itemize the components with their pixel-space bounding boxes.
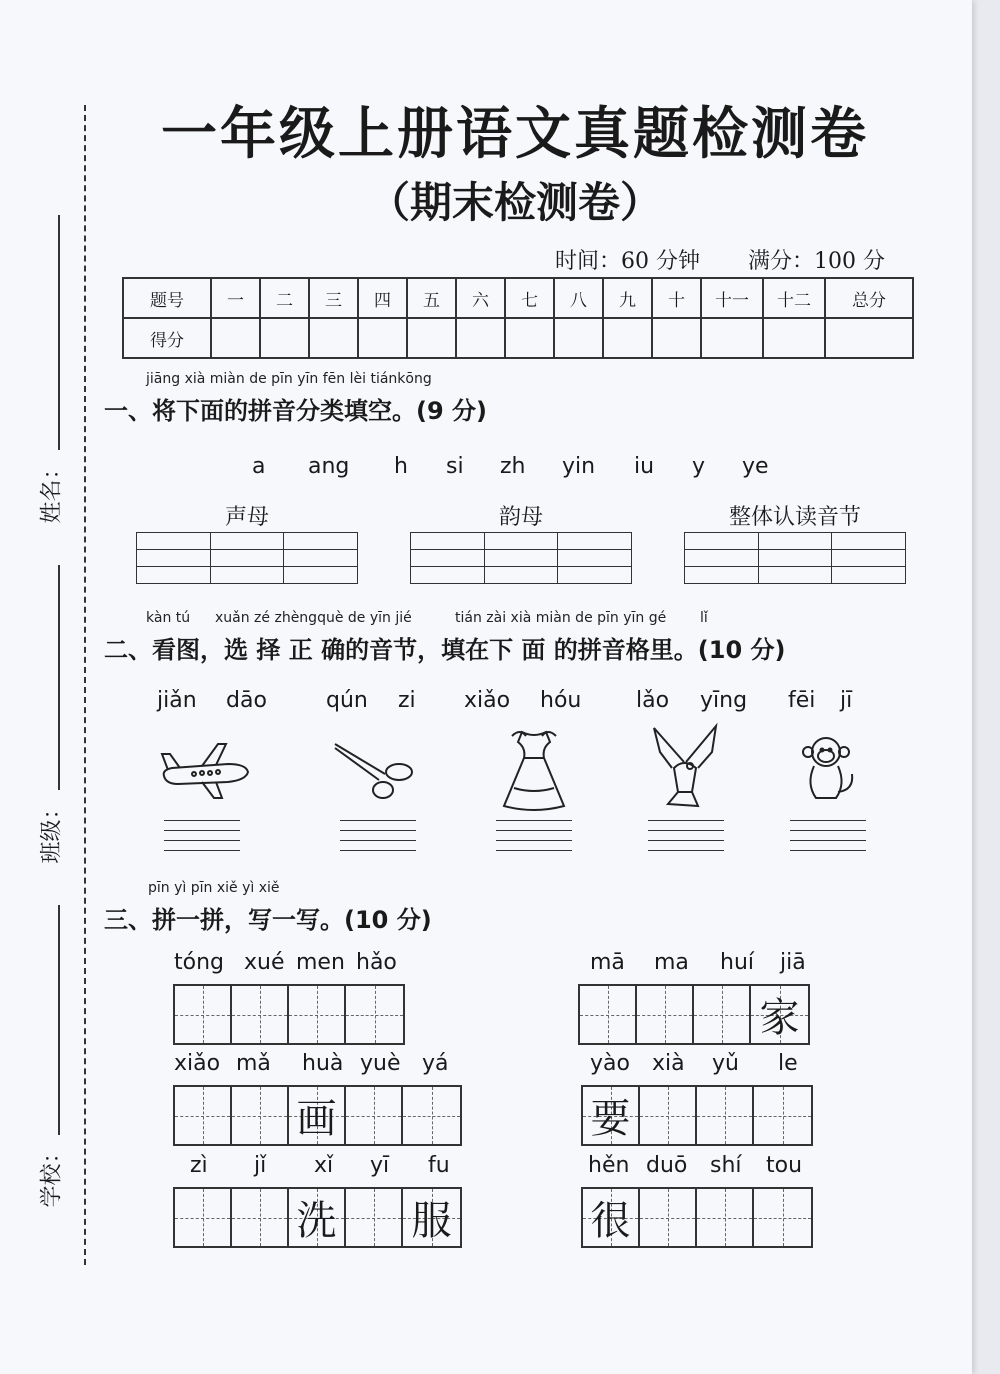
score-cell[interactable]	[407, 318, 456, 358]
q3-syllable: tóng	[174, 950, 224, 975]
airplane-icon	[158, 740, 254, 802]
score-header-cell: 二	[260, 278, 309, 318]
q2-syllable: jiǎn	[157, 688, 197, 713]
full-score: 满分：100 分	[748, 249, 885, 274]
tianzige-cell[interactable]: 画	[289, 1087, 346, 1144]
q3-syllable: yī	[370, 1153, 390, 1178]
pinyin-write-lines[interactable]	[648, 820, 724, 860]
score-value-row	[123, 318, 913, 358]
score-header-cell: 题号	[123, 278, 211, 318]
class-blank-line	[58, 565, 60, 790]
pinyin-write-lines[interactable]	[496, 820, 572, 860]
score-header-cell: 一	[211, 278, 260, 318]
finals-answer-table[interactable]	[410, 532, 632, 584]
tianzige-cell[interactable]	[175, 1189, 232, 1246]
tianzige-cell[interactable]	[754, 1189, 811, 1246]
pinyin-write-lines[interactable]	[790, 820, 866, 860]
tianzige-grid[interactable]	[173, 1187, 462, 1248]
q3-syllable: huà	[302, 1051, 344, 1076]
q2-pinyin-hint: kàn tú	[146, 610, 191, 626]
q2-syllable: xiǎo	[464, 688, 511, 713]
score-header-cell: 十	[652, 278, 701, 318]
tianzige-grid[interactable]	[578, 984, 810, 1045]
page-title: 一年级上册语文真题检测卷	[161, 102, 869, 167]
tianzige-cell[interactable]	[346, 1087, 403, 1144]
q3-syllable: tou	[766, 1153, 803, 1178]
q3-syllable: xiǎo	[174, 1051, 221, 1076]
tianzige-grid[interactable]	[173, 1085, 462, 1146]
tianzige-cell[interactable]	[232, 1087, 289, 1144]
q3-syllable: jiā	[780, 950, 806, 975]
score-cell[interactable]	[260, 318, 309, 358]
tianzige-cell[interactable]	[697, 1189, 754, 1246]
q3-syllable: fu	[428, 1153, 450, 1178]
score-header-cell: 八	[554, 278, 603, 318]
tianzige-cell[interactable]: 很	[583, 1189, 640, 1246]
page-subtitle: （期末检测卷）	[367, 178, 662, 227]
q2-syllable: hóu	[540, 688, 582, 713]
tianzige-cell[interactable]: 洗	[289, 1189, 346, 1246]
tianzige-cell[interactable]	[754, 1087, 811, 1144]
score-cell[interactable]	[701, 318, 763, 358]
tianzige-cell[interactable]	[694, 986, 751, 1043]
q3-syllable: ma	[654, 950, 689, 975]
q3-syllable: mā	[590, 950, 625, 975]
dress-icon	[498, 728, 570, 812]
tianzige-cell[interactable]	[580, 986, 637, 1043]
q3-syllable: duō	[646, 1153, 688, 1178]
tianzige-cell[interactable]	[175, 1087, 232, 1144]
tianzige-cell[interactable]	[289, 986, 346, 1043]
q3-syllable: le	[778, 1051, 798, 1076]
score-table	[122, 277, 914, 359]
class-label: 班级：	[39, 797, 65, 864]
tianzige-cell[interactable]	[640, 1087, 697, 1144]
q1-item: iu	[634, 454, 655, 479]
eagle-icon	[650, 722, 720, 814]
q3-syllable: hǎo	[356, 950, 397, 975]
q3-syllable: men	[296, 950, 345, 975]
score-header-cell: 九	[603, 278, 652, 318]
score-cell[interactable]	[505, 318, 554, 358]
score-cell[interactable]	[309, 318, 358, 358]
q3-heading: 三、拼一拼，写一写。(10 分)	[104, 906, 432, 934]
q3-syllable: yá	[422, 1051, 449, 1076]
score-header-row	[123, 278, 913, 318]
score-cell[interactable]	[652, 318, 701, 358]
initials-answer-table[interactable]	[136, 532, 358, 584]
q3-syllable: jǐ	[254, 1153, 267, 1178]
tianzige-cell[interactable]	[175, 986, 232, 1043]
school-label: 学校：	[39, 1141, 65, 1208]
monkey-icon	[800, 734, 860, 806]
q1-item: ye	[742, 454, 769, 479]
q3-syllable: shí	[710, 1153, 742, 1178]
time-limit: 时间：60 分钟	[555, 249, 700, 274]
q3-syllable: yào	[590, 1051, 630, 1076]
tianzige-cell[interactable]	[637, 986, 694, 1043]
score-cell[interactable]	[211, 318, 260, 358]
score-header-cell: 五	[407, 278, 456, 318]
name-label: 姓名：	[39, 457, 65, 524]
q3-syllable: huí	[720, 950, 754, 975]
q1-item: a	[252, 454, 266, 479]
q3-syllable: yuè	[360, 1051, 401, 1076]
category-label-initials: 声母	[224, 505, 269, 530]
scissors-icon	[333, 740, 417, 802]
pinyin-write-lines[interactable]	[340, 820, 416, 860]
q3-syllable: mǎ	[236, 1051, 271, 1076]
score-cell[interactable]	[825, 318, 913, 358]
tianzige-cell[interactable]: 要	[583, 1087, 640, 1144]
q3-syllable: xǐ	[314, 1153, 334, 1178]
score-cell[interactable]	[358, 318, 407, 358]
q1-item: yin	[562, 454, 596, 479]
binding-dashed-line	[84, 105, 86, 1265]
q2-syllable: qún	[326, 688, 368, 713]
q2-syllable: fēi	[788, 688, 816, 713]
score-header-cell: 三	[309, 278, 358, 318]
q1-item: h	[394, 454, 408, 479]
q2-pinyin-hint: tián zài xià miàn de pīn yīn gé	[455, 610, 667, 626]
q3-syllable: xué	[244, 950, 285, 975]
q2-syllable: lǎo	[636, 688, 670, 713]
q2-heading: 二、看图，选 择 正 确的音节，填在下 面 的拼音格里。(10 分)	[104, 636, 786, 664]
score-header-cell: 七	[505, 278, 554, 318]
score-cell[interactable]	[603, 318, 652, 358]
tianzige-cell[interactable]	[232, 986, 289, 1043]
tianzige-cell[interactable]	[346, 1189, 403, 1246]
score-header-cell: 十二	[763, 278, 825, 318]
tianzige-cell[interactable]: 服	[403, 1189, 460, 1246]
score-header-cell: 四	[358, 278, 407, 318]
tianzige-grid[interactable]	[581, 1187, 813, 1248]
score-cell[interactable]	[554, 318, 603, 358]
name-blank-line	[58, 215, 60, 450]
q1-pinyin-hint: jiāng xià miàn de pīn yīn fēn lèi tiánkōng	[146, 371, 432, 387]
tianzige-cell[interactable]	[640, 1189, 697, 1246]
q1-item: ang	[308, 454, 350, 479]
q2-syllable: zi	[398, 688, 416, 713]
q1-item: y	[692, 454, 706, 479]
tianzige-cell[interactable]	[697, 1087, 754, 1144]
category-label-whole-syllables: 整体认读音节	[728, 505, 861, 530]
whole-syllables-answer-table[interactable]	[684, 532, 906, 584]
q3-syllable: yǔ	[712, 1051, 739, 1076]
category-label-finals: 韵母	[498, 505, 543, 530]
tianzige-cell[interactable]	[232, 1189, 289, 1246]
q3-syllable: xià	[652, 1051, 685, 1076]
q2-syllable: jī	[840, 688, 853, 713]
q3-syllable: hěn	[588, 1153, 630, 1178]
q1-item: si	[446, 454, 464, 479]
score-header-cell: 十一	[701, 278, 763, 318]
pinyin-write-lines[interactable]	[164, 820, 240, 860]
q3-syllable: zì	[190, 1153, 208, 1178]
score-header-cell: 六	[456, 278, 505, 318]
score-cell[interactable]	[456, 318, 505, 358]
q3-pinyin-hint: pīn yì pīn xiě yì xiě	[148, 880, 280, 896]
tianzige-cell[interactable]: 家	[751, 986, 808, 1043]
school-blank-line	[58, 905, 60, 1135]
tianzige-grid[interactable]	[173, 984, 405, 1045]
tianzige-grid[interactable]	[581, 1085, 813, 1146]
q2-syllable: dāo	[226, 688, 267, 713]
score-cell[interactable]	[763, 318, 825, 358]
tianzige-cell[interactable]	[403, 1087, 460, 1144]
q1-item: zh	[500, 454, 526, 479]
score-header-cell: 总分	[825, 278, 913, 318]
q2-syllable: yīng	[700, 688, 748, 713]
tianzige-cell[interactable]	[346, 986, 403, 1043]
score-row-label: 得分	[123, 318, 211, 358]
q2-pinyin-hint: xuǎn zé zhèngquè de yīn jié	[215, 610, 412, 626]
q2-pinyin-hint: lǐ	[700, 610, 708, 626]
q1-heading: 一、将下面的拼音分类填空。(9 分)	[104, 397, 487, 425]
